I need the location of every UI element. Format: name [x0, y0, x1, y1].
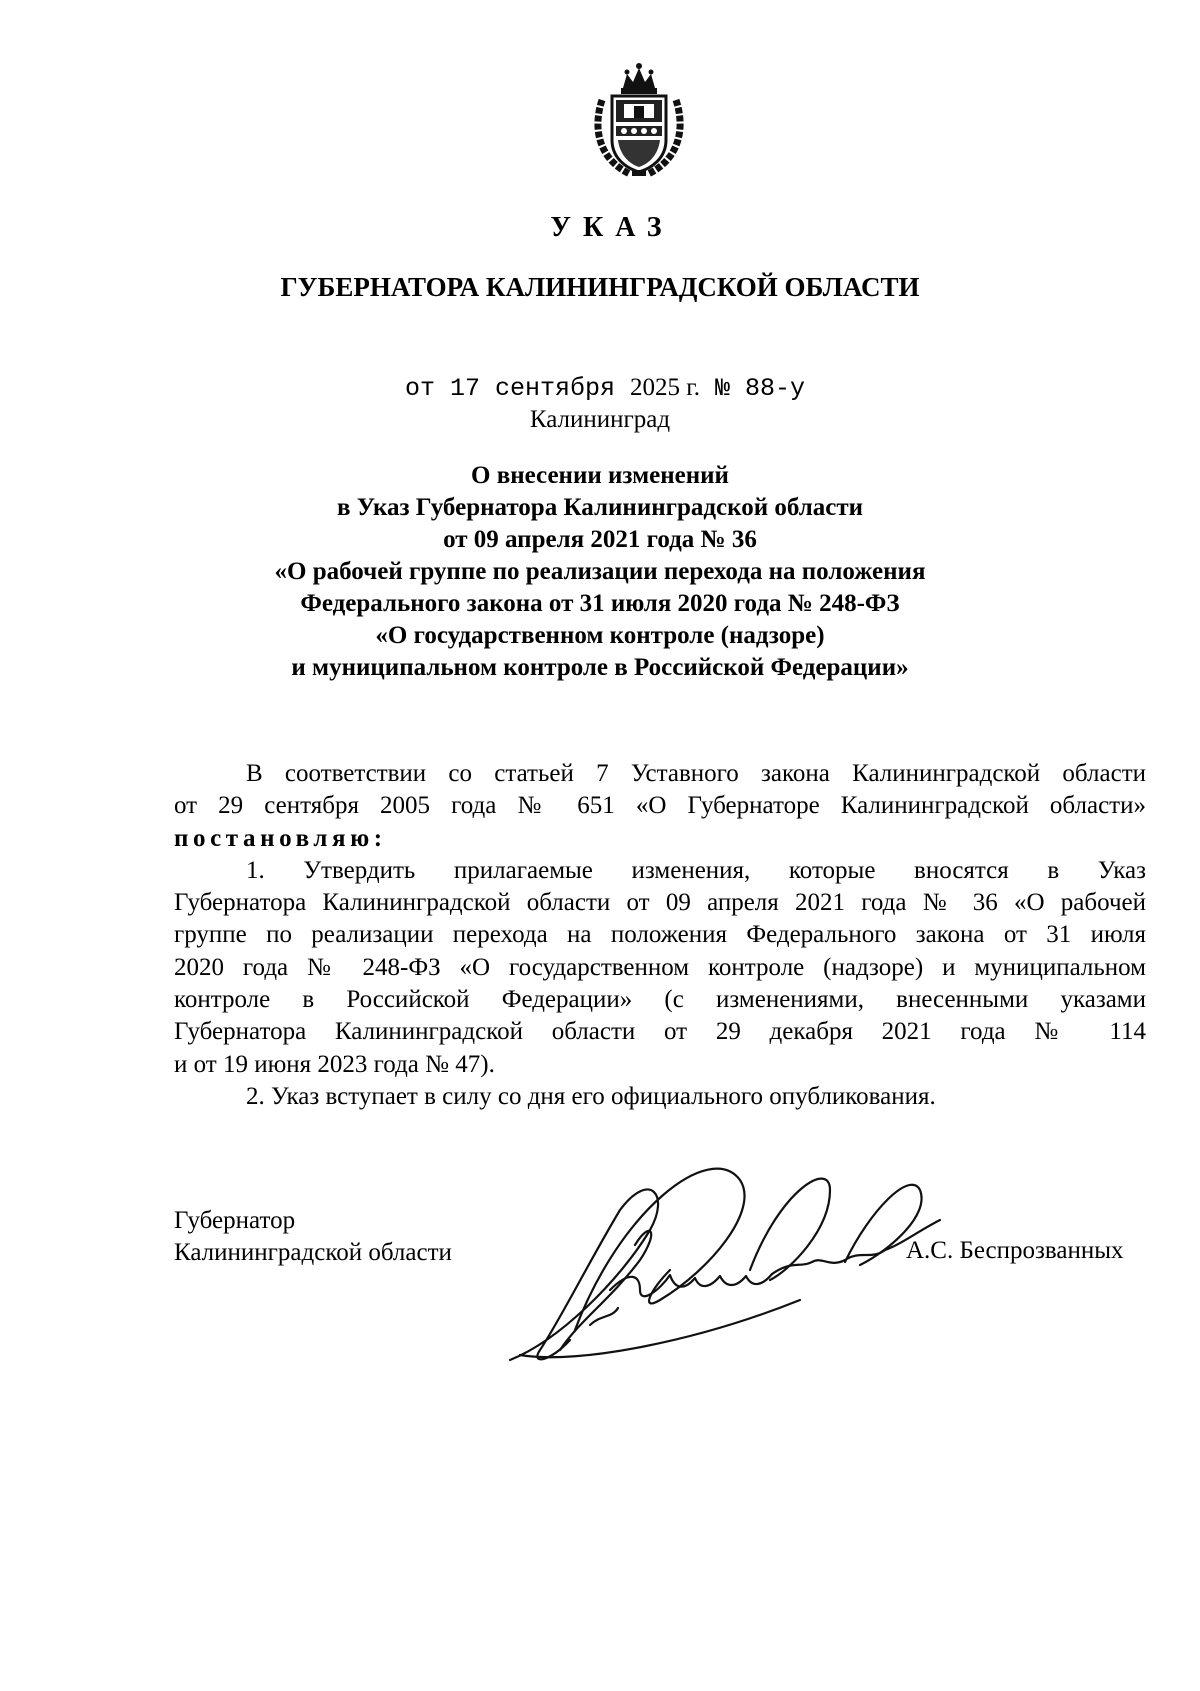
title-line: от 09 апреля 2021 года № 36 [443, 526, 757, 553]
item-1-line: 2020 года № 248-ФЗ «О государственном контроле (надзоре) и муниципальном [174, 953, 1146, 981]
item-1-line: 1. Утвердить прилагаемые изменения, которые вносятся в Указ [246, 856, 1146, 884]
item-1-line: группе по реализации перехода на положения Федерального закона от 31 июля [174, 921, 1146, 949]
preamble [174, 758, 1146, 1113]
document-title [0, 460, 1200, 684]
item-1-line: Губернатора Калининградской области от 29 декабря 2021 года № 114 [174, 1018, 1146, 1046]
registration-number: № 88-у [699, 374, 806, 403]
title-line: и муниципальном контроле в Российской Федерации» [291, 654, 909, 681]
issuer-heading: ГУБЕРНАТОРА КАЛИНИНГРАДСКОЙ ОБЛАСТИ [280, 272, 920, 302]
title-line: в Указ Губернатора Калининградской области [336, 494, 864, 521]
preamble-line: от 29 сентября 2005 года № 651 «О Губернаторе Калининградской области» [174, 792, 1146, 820]
preamble-line: В соответствии со статьей 7 Уставного закона Калининградской области [246, 760, 1146, 787]
handwritten-signature [500, 1150, 970, 1380]
signatory-position [174, 1205, 452, 1269]
title-line: Федерального закона от 31 июля 2020 года № 248-ФЗ [300, 590, 900, 617]
signatory-role-line: Губернатор [174, 1207, 296, 1234]
title-line: «О рабочей группе по реализации перехода на положения [274, 558, 926, 585]
registration-line [405, 374, 805, 403]
document-type-heading: УКАЗ [550, 212, 674, 243]
coat-of-arms-emblem [590, 60, 688, 180]
title-line: «О государственном контроле (надзоре) [375, 622, 825, 649]
place-of-issue: Калининград [529, 406, 671, 433]
signatory-name: А.С. Беспрозванных [906, 1237, 1124, 1264]
registration-date: от 17 сентября [405, 374, 631, 403]
title-line: О внесении изменений [471, 462, 729, 489]
item-1-line: и от 19 июня 2023 года № 47). [174, 1050, 495, 1078]
signatory-role-line: Калининградской области [174, 1239, 452, 1266]
item-2: 2. Указ вступает в силу со дня его официального опубликования. [246, 1082, 936, 1110]
decree-word: постановляю: [174, 824, 387, 852]
item-1-line: контроле в Российской Федерации» (с изменениями, внесенными указами [174, 986, 1146, 1014]
item-1-line: Губернатора Калининградской области от 09 апреля 2021 года № 36 «О рабочей [174, 889, 1146, 917]
registration-year: 2025 г. [630, 374, 700, 401]
